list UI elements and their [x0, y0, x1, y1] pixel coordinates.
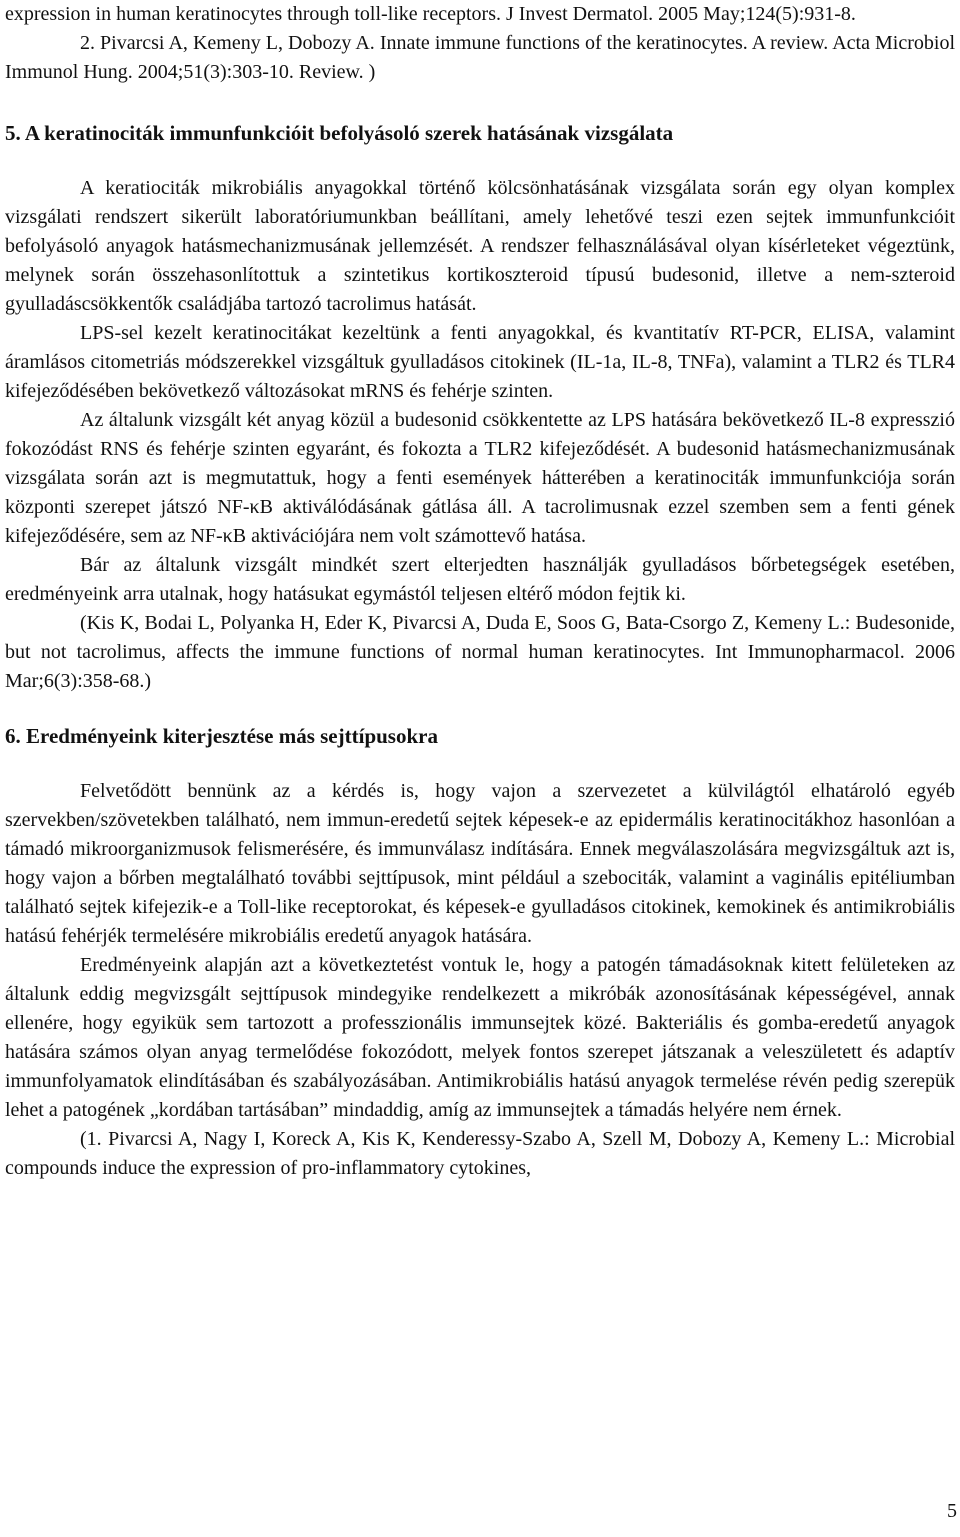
- section-5-paragraph: LPS-sel kezelt keratinocitákat kezeltünk a fenti anyagokkal, és kvantitatív RT-PCR, ELISA, valamint áramlásos citometriás módszerekkel vizsgáltuk gyulladásos citokinek (IL-1a, IL-8, TNFa), valamint a TLR2 és TLR4 kifejeződésében bekövetkező változásokat mRNS és fehérje szinten.: [5, 322, 955, 402]
- section-5-paragraph: A keratiociták mikrobiális anyagokkal történő kölcsönhatásának vizsgálata során egy olyan komplex vizsgálati rendszert sikerült laboratóriumunkban beállítani, amely lehetővé teszi ezen sejtek immunfunkcióit befolyásoló anyagok hatásmechanizmusának jellemzését. A rendszer felhasználásával olyan kísérleteket végeztünk, melynek során összehasonlítottuk a szintetikus kortikoszteroid típusú budesonid, illetve a nem-szteroid gyulladáscsökkentők családjába tartozó tacrolimus hatását.: [5, 177, 955, 315]
- section-5-paragraph: Bár az általunk vizsgált mindkét szert elterjedten használják gyulladásos bőrbetegségek esetében, eredményeink arra utalnak, hogy hatásukat egymástól teljesen eltérő módon fejtik ki.: [5, 554, 955, 605]
- section-6-citation: (1. Pivarcsi A, Nagy I, Koreck A, Kis K, Kenderessy-Szabo A, Szell M, Dobozy A, Kemeny L.: Microbial compounds induce the expression of pro-inflammatory cytokines,: [5, 1128, 955, 1179]
- reference-item-2: 2. Pivarcsi A, Kemeny L, Dobozy A. Innate immune functions of the keratinocytes. A review. Acta Microbiol Immunol Hung. 2004;51(3):303-10. Review. ): [5, 32, 955, 83]
- section-6-heading: 6. Eredményeink kiterjesztése más sejttípusokra: [5, 724, 438, 748]
- section-5-heading: 5. A keratinociták immunfunkcióit befolyásoló szerek hatásának vizsgálata: [5, 121, 674, 145]
- section-5-paragraph: Az általunk vizsgált két anyag közül a budesonid csökkentette az LPS hatására bekövetkező IL-8 expresszió fokozódást RNS és fehérje szinten egyaránt, és fokozta a TLR2 kifejeződését. A budesonid hatásmechanizmusának vizsgálata során azt is megmutattuk, hogy a fenti események hátterében a keratinociták immunfunkciója során központi szerepet játszó NF-κB aktiválódásának gátlása áll. A tacrolimusnak ezzel szemben sem a fenti gének kifejeződésére, sem az NF-κB aktivációjára nem volt számottevő hatása.: [5, 409, 955, 547]
- reference-continuation: expression in human keratinocytes through toll-like receptors. J Invest Dermatol. 2005 May;124(5):931-8.: [5, 3, 856, 25]
- section-6-paragraph: Felvetődött bennünk az a kérdés is, hogy vajon a szervezetet a külvilágtól elhatároló egyéb szervekben/szövetekben található, nem immun-eredetű sejtek képesek-e az epidermális keratinocitákhoz hasonlóan a támadó mikroorganizmusok felismerésére, és immunválasz indítására. Ennek megválaszolására megvizsgáltuk azt is, hogy vajon a bőrben megtalálható további sejttípusok, mint például a szebociták, valamint a vaginális epitéliumban található sejtek kifejezik-e a Toll-like receptorokat, és képesek-e gyulladásos citokinek, kemokinek és antimikrobiális hatású fehérjék termelésére mikrobiális eredetű anyagok hatására.: [5, 780, 955, 947]
- section-6-paragraph: Eredményeink alapján azt a következtetést vontuk le, hogy a patogén támadásoknak kitett felületeken az általunk eddig megvizsgált sejttípusok mindegyike rendelkezett a mikróbák azonosításának képességével, annak ellenére, hogy egyikük sem tartozott a professzionális immunsejtek közé. Bakteriális és gomba-eredetű anyagok hatására számos olyan anyag termelődése fokozódott, melyek fontos szerepet játszanak a veleszületett és adaptív immunfolyamatok elindításában és szabályozásában. Antimikrobiális hatású anyagok termelése révén pedig szerepük lehet a patogének „kordában tartásában” mindaddig, amíg az immunsejtek a támadás helyére nem érnek.: [5, 954, 955, 1121]
- document-page: [5, 0, 955, 1183]
- section-5-citation: (Kis K, Bodai L, Polyanka H, Eder K, Pivarcsi A, Duda E, Soos G, Bata-Csorgo Z, Kemeny L.: Budesonide, but not tacrolimus, affects the immune functions of normal human keratinocytes. Int Immunopharmacol. 2006 Mar;6(3):358-68.): [5, 612, 955, 692]
- page-number: 5: [947, 1500, 957, 1522]
